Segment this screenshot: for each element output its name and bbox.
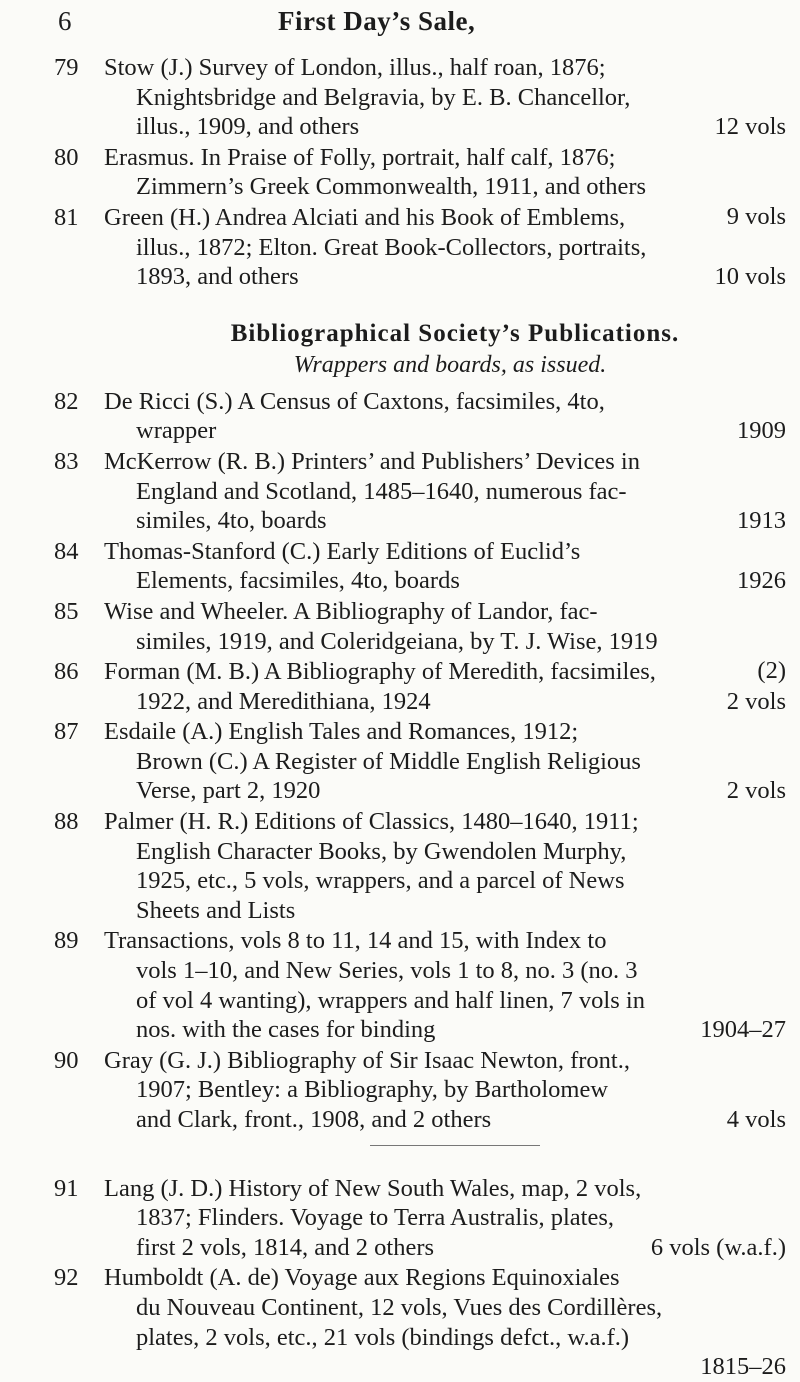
- section-subtitle: Wrappers and boards, as issued.: [293, 351, 607, 378]
- entry-line-text: vols 1–10, and New Series, vols 1 to 8, no. 3 (no. 3: [136, 957, 638, 985]
- lot-number: 91: [54, 1174, 79, 1202]
- entry-line-text: Brown (C.) A Register of Middle English Religious: [136, 747, 641, 775]
- entry-line-text: 1925, etc., 5 vols, wrappers, and a parcel of News: [136, 867, 625, 895]
- entry-line-text: Green (H.) Andrea Alciati and his Book of Emblems,: [104, 203, 626, 231]
- entry-line: [104, 1263, 786, 1293]
- entry-line-text: McKerrow (R. B.) Printers’ and Publishers’ Devices in: [104, 447, 640, 475]
- entry-line: [104, 203, 786, 233]
- catalogue-content: [0, 53, 800, 1382]
- lot-number: 92: [54, 1264, 79, 1292]
- lot-number: 88: [54, 808, 79, 836]
- entry-line: [104, 687, 786, 717]
- entry-line: [104, 447, 786, 477]
- entry-line-text: Sheets and Lists: [136, 896, 296, 924]
- entry-line: [104, 1203, 786, 1233]
- entry-line: [104, 657, 786, 687]
- entry-line: [104, 1293, 786, 1323]
- catalogue-section-bibliographical: [0, 387, 800, 1135]
- entry-quantity: 1926: [737, 567, 786, 595]
- entry-description: [104, 1046, 786, 1135]
- lot-number: 79: [54, 54, 79, 81]
- entry-line-text: 1837; Flinders. Voyage to Terra Australis, plates,: [136, 1204, 615, 1232]
- catalogue-entry: [0, 657, 800, 716]
- page-header: [0, 6, 800, 46]
- section-divider: [370, 1145, 540, 1146]
- entry-description: [104, 53, 786, 142]
- entry-description: [104, 717, 786, 806]
- entry-quantity: 1815–26: [700, 1353, 786, 1381]
- entry-quantity: 1909: [737, 417, 786, 445]
- entry-line-text: Stow (J.) Survey of London, illus., half roan, 1876;: [104, 54, 606, 81]
- entry-quantity: 9 vols: [726, 202, 786, 230]
- entry-line: [104, 956, 786, 986]
- catalogue-section-general: [0, 53, 800, 292]
- entry-line: [104, 866, 786, 896]
- entry-description: [104, 203, 786, 292]
- entry-quantity: 2 vols: [726, 777, 786, 805]
- entry-line-text: illus., 1872; Elton. Great Book-Collectors, portraits,: [136, 233, 647, 261]
- entry-line-text: English Character Books, by Gwendolen Murphy,: [136, 837, 627, 865]
- entry-quantity: (2): [757, 657, 786, 685]
- entry-line-text: similes, 1919, and Coleridgeiana, by T. J. Wise, 1919: [136, 627, 658, 655]
- entry-line: [104, 566, 786, 596]
- lot-number: 83: [54, 447, 79, 475]
- entry-line: [104, 627, 786, 657]
- entry-line-text: Knightsbridge and Belgravia, by E. B. Chancellor,: [136, 83, 631, 111]
- entry-description: [104, 807, 786, 925]
- catalogue-entry: [0, 926, 800, 1044]
- entry-line: [104, 837, 786, 867]
- entry-quantity: 1904–27: [700, 1016, 786, 1044]
- entry-line-text: first 2 vols, 1814, and 2 others: [136, 1233, 435, 1261]
- entry-line: [104, 896, 786, 926]
- entry-description: [104, 657, 786, 716]
- entry-line: [104, 416, 786, 446]
- running-title: First Day’s Sale,: [278, 6, 476, 36]
- lot-number: 89: [54, 927, 79, 955]
- catalogue-entry: [0, 203, 800, 292]
- catalogue-entry: [0, 447, 800, 536]
- entry-line-text: 1893, and others: [136, 263, 299, 291]
- entry-line-text: Elements, facsimiles, 4to, boards: [136, 567, 460, 595]
- entry-line: [104, 172, 786, 202]
- entry-line-text: Wise and Wheeler. A Bibliography of Landor, fac-: [104, 597, 598, 625]
- entry-line: [104, 717, 786, 747]
- entry-line-text: illus., 1909, and others: [136, 113, 360, 141]
- entry-line-text: Transactions, vols 8 to 11, 14 and 15, with Index to: [104, 927, 607, 955]
- entry-line-text: and Clark, front., 1908, and 2 others: [136, 1106, 492, 1133]
- entry-line: [104, 477, 786, 507]
- entry-line: [104, 506, 786, 536]
- section-title: Bibliographical Society’s Publications.: [230, 319, 680, 347]
- entry-quantity: 4 vols: [726, 1106, 786, 1133]
- entry-line-text: Palmer (H. R.) Editions of Classics, 1480–1640, 1911;: [104, 808, 639, 836]
- entry-line-text: Thomas-Stanford (C.) Early Editions of Euclid’s: [104, 537, 581, 565]
- entry-line: [104, 262, 786, 292]
- entry-line-text: 1922, and Meredithiana, 1924: [136, 687, 431, 715]
- entry-quantity: 2 vols: [726, 687, 786, 715]
- entry-line: [104, 1046, 786, 1076]
- entry-line-text: England and Scotland, 1485–1640, numerous fac-: [136, 477, 627, 505]
- entry-description: [104, 1263, 786, 1381]
- entry-line-text: wrapper: [136, 417, 217, 445]
- catalogue-section-travel: [0, 1174, 800, 1381]
- entry-line-text: 1907; Bentley: a Bibliography, by Bartholomew: [136, 1076, 609, 1104]
- entry-quantity: 12 vols: [714, 113, 786, 141]
- entry-description: [104, 537, 786, 596]
- lot-number: 82: [54, 387, 79, 415]
- entry-line: [104, 1105, 786, 1135]
- entry-line-text: similes, 4to, boards: [136, 507, 327, 535]
- entry-line: [104, 53, 786, 83]
- entry-line: [104, 1015, 786, 1045]
- catalogue-entry: [0, 717, 800, 806]
- entry-line: [104, 537, 786, 567]
- entry-line-text: Esdaile (A.) English Tales and Romances, 1912;: [104, 718, 579, 746]
- catalogue-entry: [0, 387, 800, 446]
- entry-line-text: du Nouveau Continent, 12 vols, Vues des Cordillères,: [136, 1293, 663, 1321]
- lot-number: 84: [54, 537, 79, 565]
- catalogue-entry: [0, 1046, 800, 1135]
- entry-line: [104, 926, 786, 956]
- entry-description: [104, 926, 786, 1044]
- catalogue-entry: [0, 1174, 800, 1263]
- lot-number: 86: [54, 658, 79, 686]
- catalogue-entry: [0, 537, 800, 596]
- entry-line-text: Zimmern’s Greek Commonwealth, 1911, and others: [136, 173, 647, 201]
- entry-line: [104, 233, 786, 263]
- entry-line: [104, 747, 786, 777]
- entry-line: [104, 387, 786, 417]
- entry-quantity: 6 vols (w.a.f.): [650, 1233, 786, 1261]
- catalogue-entry: [0, 53, 800, 142]
- catalogue-entry: [0, 807, 800, 925]
- entry-line: [104, 1174, 786, 1204]
- entry-line-text: Forman (M. B.) A Bibliography of Meredith, facsimiles,: [104, 658, 656, 686]
- entry-line-text: Gray (G. J.) Bibliography of Sir Isaac Newton, front.,: [104, 1046, 630, 1074]
- entry-line: [104, 1075, 786, 1105]
- entry-quantity: 1913: [737, 507, 786, 535]
- lot-number: 90: [54, 1046, 79, 1074]
- entry-line-text: of vol 4 wanting), wrappers and half linen, 7 vols in: [136, 986, 645, 1014]
- entry-line: [104, 776, 786, 806]
- lot-number: 85: [54, 597, 79, 625]
- catalogue-entry: [0, 1263, 800, 1381]
- entry-description: [104, 447, 786, 536]
- entry-line-text: Erasmus. In Praise of Folly, portrait, half calf, 1876;: [104, 143, 616, 171]
- entry-line: [104, 112, 786, 142]
- page-number: 6: [58, 6, 72, 36]
- section-heading: [0, 320, 800, 379]
- entry-line-text: Lang (J. D.) History of New South Wales, map, 2 vols,: [104, 1174, 642, 1202]
- entry-line: [104, 1323, 786, 1353]
- lot-number: 87: [54, 718, 79, 746]
- entry-description: [104, 1174, 786, 1263]
- entry-description: [104, 387, 786, 446]
- entry-line-text: Humboldt (A. de) Voyage aux Regions Equinoxiales: [104, 1264, 620, 1292]
- entry-line: [104, 597, 786, 627]
- lot-number: 81: [54, 203, 79, 231]
- entry-line: [104, 83, 786, 113]
- entry-line-text: nos. with the cases for binding: [136, 1016, 436, 1044]
- entry-line-text: De Ricci (S.) A Census of Caxtons, facsimiles, 4to,: [104, 387, 605, 415]
- entry-line: [104, 143, 786, 173]
- entry-line-text: plates, 2 vols, etc., 21 vols (bindings defct., w.a.f.): [136, 1323, 630, 1351]
- entry-line-text: Verse, part 2, 1920: [136, 777, 321, 805]
- lot-number: 80: [54, 143, 79, 171]
- entry-line: [104, 986, 786, 1016]
- entry-line: [104, 807, 786, 837]
- entry-quantity: 10 vols: [714, 263, 786, 291]
- entry-line: [104, 1233, 786, 1263]
